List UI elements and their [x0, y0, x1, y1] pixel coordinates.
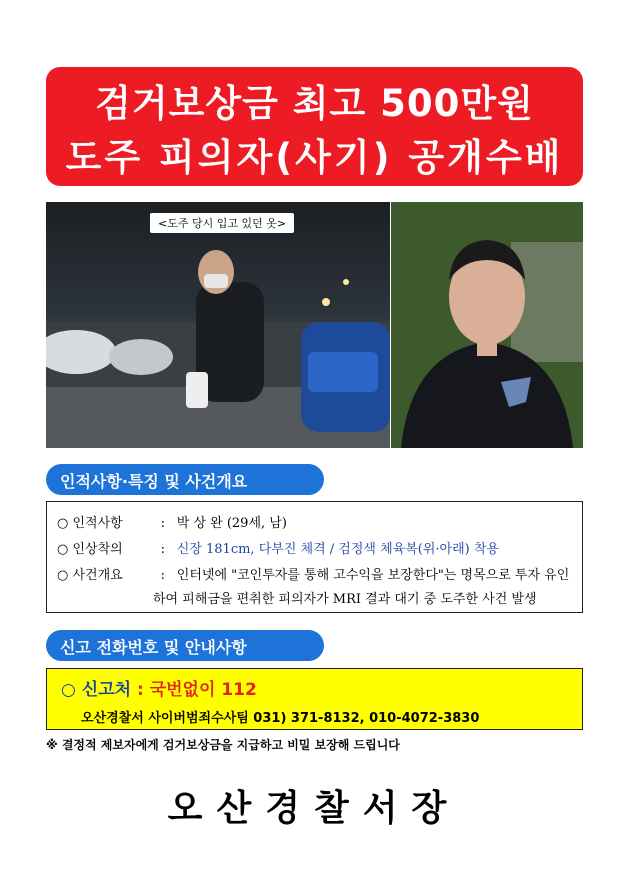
report-label: 신고처 — [81, 680, 132, 700]
info-colon: : — [160, 516, 166, 531]
report-hotline — [61, 675, 257, 700]
banner-reward-line: 검거보상금 최고 500만원 — [95, 82, 534, 125]
info-value-continued: 하여 피해금을 편취한 피의자가 MRI 결과 대기 중 도주한 사건 발생 — [153, 592, 537, 607]
info-key: 인적사항 — [72, 516, 123, 531]
photo-caption: <도주 당시 입고 있던 옷> — [150, 213, 294, 233]
portrait-illustration — [391, 202, 583, 448]
info-colon: : — [160, 542, 166, 557]
info-value: 인터넷에 "코인투자를 통해 고수익을 보장한다"는 명목으로 투자 유인 — [176, 568, 570, 583]
info-value: 신장 181cm, 다부진 체격 / 검정색 체육복(위·아래) 착용 — [176, 542, 499, 557]
row-bullet: ○ — [57, 516, 69, 531]
section-title-profile: 인적사항·특징 및 사건개요 — [46, 464, 324, 495]
cctv-scene-illustration — [46, 202, 390, 448]
police-station-signature: 오산경찰서장 — [167, 787, 461, 829]
suspect-portrait-photo — [391, 202, 583, 448]
info-key: 사건개요 — [72, 568, 123, 583]
reward-banner — [46, 67, 583, 186]
banner-wanted-line: 도주 피의자(사기) 공개수배 — [65, 136, 564, 179]
report-contact-line: 오산경찰서 사이버범죄수사팀 031) 371-8132, 010-4072-3830 — [81, 711, 480, 726]
report-number: : 국번없이 112 — [136, 680, 257, 700]
info-row-case — [57, 564, 569, 583]
info-key: 인상착의 — [72, 542, 123, 557]
suspect-info-box — [46, 501, 583, 613]
reward-note: ※ 결정적 제보자에게 검거보상금을 지급하고 비밀 보장해 드립니다 — [46, 738, 400, 752]
section-title-report: 신고 전화번호 및 안내사항 — [46, 630, 324, 661]
report-bullet: ○ — [61, 680, 76, 700]
info-row-identity — [57, 512, 287, 531]
info-value: 박 상 완 (29세, 남) — [176, 516, 287, 531]
info-row-case-continued — [153, 588, 537, 607]
report-contact-box — [46, 668, 583, 730]
row-bullet: ○ — [57, 542, 69, 557]
row-bullet: ○ — [57, 568, 69, 583]
suspect-cctv-photo — [46, 202, 390, 448]
info-row-appearance — [57, 538, 499, 557]
info-colon: : — [160, 568, 166, 583]
